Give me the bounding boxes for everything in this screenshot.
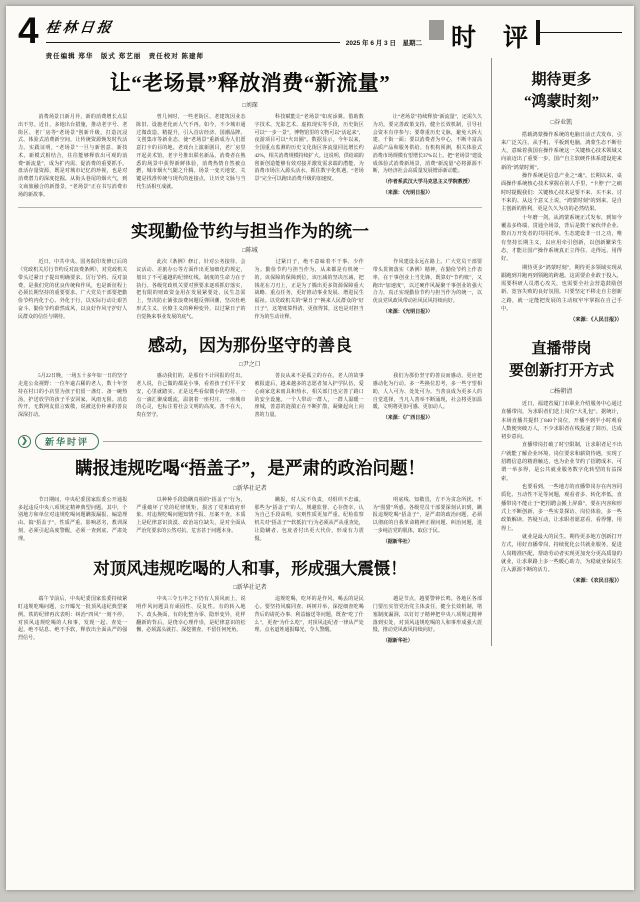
paragraph: 也要看到，一些地方的直播带岗存在内容同质化、互动性不足等问题，观看者多、转化率低。直播带岗不能止于“把招聘会搬上屏幕”，要在内容和形式上不断创新，多一些实景探访、岗位体验，多一些政策解读、答疑互动，让求职者愿意看、看得懂、用得上。 [501, 484, 622, 532]
headline-line: 期待更多 [531, 72, 592, 88]
column-text: 以种种手段隐瞒真相的“捂盖子”行为，严重破坏了党的纪律规矩，损害了党和政府形象。对违规吃喝问题知情不报、压案不查，本质上是纪律意识淡漠、政治站位缺失，是对全面从严治党要求的公然对抗，危害甚于问题本身。 [136, 497, 246, 534]
article-old-scenes [18, 67, 482, 199]
column-text: 过紧日子，绝不意味着不干事、少作为。勤俭节约与担当作为，从来都是有机统一的。该保障的保障到位，该压减的坚决压减，把钱花在刀刃上，正是为了腾出更多资源保障重大战略、重点任务，更好推动事业发展、增进民生福祉。以党政机关的“紧日子”换来人民群众的“好日子”，这笔账算得清、更值得算，这也是对担当作为的生动诠释。 [254, 260, 364, 320]
page-content [18, 58, 622, 646]
column-text: 作风建设永远在路上。广大党员干部要带头贯彻落实《条例》精神，在勤俭节约上作表率，在干事创业上当先锋，既算好“节约账”，又跑出“加速度”，以过硬作风凝聚干事创业的强大合力，真正实现勤俭节约与担当作为的统一，以优良党风政风带动社风民风持续向好。 [372, 260, 482, 304]
article-c-byline: □尹之口 [239, 362, 261, 369]
article-column [373, 259, 482, 321]
article-column [18, 373, 127, 423]
article-d-headline: 瞒报违规吃喝“捂盖子”，是严肃的政治问题！ [75, 457, 425, 478]
column-text: 违规吃喝，吃坏的是作风，喝丢的是民心。要坚持风腐同查、纠树并举，深挖细查吃喝背后的请托办事、利益输送等问题，既查“吃了什么”，更查“为什么吃”，对顶风违纪者一律从严处理、点名道姓通报曝光，令人警醒。 [254, 597, 364, 634]
section-divider [18, 207, 482, 208]
article-column [373, 497, 482, 547]
article-e-body [18, 596, 482, 646]
article-c-source: （来源：《广西日报》） [382, 416, 433, 421]
article-a-body [18, 114, 482, 199]
header-block-icon [429, 20, 444, 40]
column-text: 善良从来不是孤立的存在。老人的故事被报道后，越来越多的志愿者加入护学队伍，爱心商家送来雨具和热水，相关部门也完善了路口的安全设施。一个人带动一群人，一群人温暖一座城，善意的涟漪正在不断扩散，凝聚起向上向善的力量。 [254, 374, 364, 418]
xinhua-arrow-icon: ❯ [18, 435, 31, 448]
column-text: 5月22日晚，一场五十多年如一日的坚守走进公众视野：一位年逾古稀的老人，数十年坚持在村口的小店里为孩子们留一盏灯、备一碗热汤，护送放学的孩子平安回家，风雨无阻。消息传开，无数网友留言致敬，说被这份朴素的善良深深打动。 [18, 374, 128, 418]
article-column [255, 259, 364, 321]
article-r2-source: （来源：《农民日报》） [570, 578, 622, 585]
article-c-headline: 感动，因为那份坚守的善良 [148, 336, 352, 356]
article-column [136, 373, 245, 423]
article-column [255, 114, 364, 199]
badge-divider-line [103, 441, 482, 442]
article-column [18, 596, 127, 646]
article-a-byline: □刘琛 [242, 103, 258, 109]
issue-date: 2025 年 6 月 3 日 星期二 [345, 40, 422, 47]
article-column [136, 259, 245, 321]
article-d-byline: □新华社记者 [233, 485, 267, 492]
masthead-block [46, 14, 422, 60]
masthead-rule-row [46, 38, 422, 47]
column-text: 消费场景日新月异，新的消费增长点层出不穷。近日，多地出台措施，推动老字号、老街区、老厂房等“老场景”创新升级，打造沉浸式、体验式消费新空间，让传统资源焕发时代活力。实践证明，“老场景”一旦与新创意、新技术、新模式相结合，往往能够释放出可观的消费“新流量”，成为扩内需、促消费的重要抓手。盘活存量资源，既是对城市记忆的珍视，也是对消费潜力的深度挖掘。从街头巷尾的烟火气，到文商旅融合的新图景，“老场景”正在书写消费市场的新故事。 [18, 115, 128, 198]
column-text: 越是节点，越要警钟长鸣。各地区各部门要压实管党治党主体责任，健全长效机制，堵塞制度漏洞，以钉钉子精神把中央八项规定精神落到实处，对顶风违规吃喝的人和事形成强大震慑，推动党风政风持续向好。 [372, 597, 482, 634]
paragraph: 搭载鸿蒙操作系统的电脑日前正式发布，引来广泛关注。从手机、平板到电脑，鸿蒙生态不断壮大，意味着我国在操作系统这一关键核心技术领域又向前迈出了重要一步，国产自主软硬件体系建设迎来新的“鸿蒙时刻”。 [501, 131, 622, 171]
article-column [255, 373, 364, 423]
article-coverup [18, 455, 482, 547]
masthead-rule [46, 42, 340, 43]
column-text: 节日期间，中央纪委国家监委公开通报多起违反中央八项规定精神典型问题。其中，个别地方和单位对违规吃喝问题瞒报漏报、编造理由、搞“捂盖子”，性质严重、影响恶劣，教训深刻，必须引起高度警醒，必须一查到底、严肃处理。 [18, 497, 128, 542]
article-b-headline: 实现勤俭节约与担当作为的统一 [131, 222, 369, 242]
article-a-headline: 让“老场景”释放消费“新流量” [109, 71, 391, 95]
article-column [18, 259, 127, 321]
main-column-area [18, 58, 491, 646]
title-tail-ornament [536, 14, 622, 54]
article-column [136, 497, 245, 547]
article-kindness [18, 331, 482, 423]
article-e-headline: 对顶风违规吃喝的人和事，形成强大震慑！ [93, 559, 407, 579]
article-column [255, 497, 364, 547]
article-r1-headline [501, 70, 622, 114]
paragraph: 操作系统是信息产业之“魂”。长期以来，桌面操作系统核心技术掌握在别人手里，“卡脖子”之痛时时提醒我们：关键核心技术是要不来、买不来、讨不来的。从这个意义上说，“鸿蒙时刻”的到来，是自主创新的胜利，更是久久为功的必然结果。 [501, 173, 622, 213]
page-number: 4 [18, 10, 39, 51]
article-harmonyos [501, 70, 622, 323]
column-text: 让“老场景”持续释放“新流量”，还需久久为功。要完善政策支持，健全长效机制，引导社会资本有序参与；要尊重历史文脉，避免大拆大建、千街一面；要以消费者为中心，不断丰富高品质产品和服务供给。有机构预测，相关体验式消费市场规模有望增长37%以上。把“老场景”建设成体验式消费新场景，消费“新流量”必将源源不断，为经济社会高质量发展增添新动能。 [372, 115, 482, 175]
right-column [491, 58, 622, 646]
column-text: 曾几何时，一些老街区、老建筑因业态陈旧、设施老化而人气不再。如今，不少城市通过微改造、精提升，引入首店经济、国潮品牌、文创集市等新业态，使“老场景”重新成为人们愿意打卡的目的地。老戏台上演新剧目，老厂房里开起美术馆，老字号推出联名新品，消费者在熟悉的场景中获得新鲜体验，消费热情自然被点燃，城市烟火气随之升腾。场景一变天地宽，关键是找准传统与现代的连接点，让历史文脉与当代生活相互成就。 [136, 115, 246, 190]
article-column [136, 114, 245, 199]
column-text: 瞒报，对人民不负责，对组织不忠诚。那些为“捂盖子”的人，规避监督、心存侥幸，认为自己手段高明，实则性质更加严重。纪检监察机关对“捂盖子”“软抵抗”行为必须从严从重查处，让隐瞒者、包庇者付出更大代价，形成有力震慑。 [254, 497, 364, 542]
article-c-body [18, 373, 482, 423]
author-note: （作者系武汉大学马克思主义学院教授） [382, 180, 473, 185]
article-r2-body [501, 400, 622, 575]
headline-line: 要创新打开方式 [508, 363, 614, 380]
column-text: 感动我们的，是那份不计回报的付出。老人说，自己做的都是小事，看着孩子们平平安安，心里就踏实。正是这些看似微小的坚持，一点一滴汇聚成暖流，温润着一座村庄、一座城市的心灵，也标注着社会文明的高度。善不在大，贵在坚守。 [136, 374, 246, 418]
article-d-source: （据新华社） [382, 539, 413, 545]
article-r1-body [501, 131, 622, 314]
tail-line [540, 32, 622, 33]
article-r1-byline: □谷业凯 [550, 119, 573, 126]
newspaper-page [6, 6, 634, 890]
article-r2-byline: □杨朝清 [550, 388, 573, 395]
article-column [136, 596, 245, 646]
section-title: 时 评 [450, 25, 529, 52]
article-b-byline: □陈城 [242, 248, 258, 255]
paragraph: 就业是最大的民生。期待更多地方创新打开方式，用好直播带岗，持续优化公共就业服务，促进人岗精准匹配，帮助劳动者实现更加充分更高质量的就业，让求职路上多一些暖心助力，为稳就业保民生注入源源不断的活力。 [501, 533, 622, 574]
article-column [373, 373, 482, 423]
paragraph: 直播带岗打破了时空限制，让求职者足不出户就能了解企业环境、岗位要求和薪资待遇，实现了招聘信息的精准触达，也为企业节约了招聘成本，可谓一举多得，是公共就业服务数字化转型的有益探索。 [501, 442, 622, 482]
article-d-body [18, 497, 482, 547]
column-text: 端午节前后，中央纪委国家监委持续紧盯违规吃喝问题，公开曝光一批顶风违纪典型案例。铁的纪律再次表明：纠治“四风”一刻不停，对顶风违规吃喝的人和事，发现一起、查处一起，绝不姑息、绝不手软，释放出全面从严的强烈信号。 [18, 597, 128, 641]
article-b-source: （来源：《光明日报》） [382, 309, 433, 315]
article-b-body [18, 259, 482, 321]
paragraph: 期待更多“鸿蒙时刻”，期待更多领域实现从跟跑到并跑再到领跑的跨越。这需要企业敢于投入，需要科研人员潜心攻关，也需要全社会营造鼓励创新、宽容失败的良好氛围。只要坚定不移走自主创新之路，就一定能把发展的主动权牢牢掌握在自己手中。 [501, 264, 622, 313]
article-thrift-duty [18, 217, 482, 321]
column-text: 此次《条例》修订，针对公务接待、会议活动、差旅办公等方面作出更加细化的规定，划出了不可逾越的纪律红线。制度的生命力在于执行。各级党政机关要对照要求逐项抓好落实，把有限的财政资金用在发展紧要处、民生急需上，坚决防止铺张浪费问题反弹回潮，坚决杜绝形式主义、官僚主义的种种变异，以过紧日子的自觉换来事业发展的底气。 [136, 260, 246, 320]
article-e-byline: □新华社记者 [233, 585, 267, 592]
paragraph: 十年磨一剑。从鸿蒙系统正式发布，到如今覆盖多终端、贯通全场景，背后是数千家伙伴企业、数百万开发者的共同托举。生态建设非一日之功，唯有坚持长期主义，以应用牵引创新，以创新繁荣生态，才能让国产操作系统真正立得住、走得远、用得好。 [501, 214, 622, 263]
xinhua-section-header [18, 433, 482, 450]
xinhua-badge-label: 新华时评 [35, 433, 99, 450]
article-column [18, 114, 127, 199]
article-column [255, 596, 364, 646]
article-a-source: （来源：《光明日报》） [382, 190, 433, 196]
article-column [373, 114, 482, 199]
article-deterrence [18, 555, 482, 646]
masthead-title: 桂林日报 [44, 21, 115, 36]
column-text: 我们为那份坚守的善良而感动，更应把感动化为行动。多一些换位思考，多一些守望相助，人人可为、处处可为。当善良成为更多人的自觉选择，当凡人善举不断涌现，社会将更加温暖，文明将更加可感、更加动人。 [372, 374, 482, 411]
headline-line: “鸿蒙时刻” [523, 93, 599, 110]
article-r1-source: （来源：《人民日报》） [570, 317, 622, 324]
column-text: 科技赋能让“老场景”如虎添翼。借助数字技术、光影艺术、虚拟现实等手段，历史街区可以“一步一景”，博物馆里的文物可以“活起来”，夜游项目可以“火出圈”。数据显示，今年以来，全国重点监测的历史文化街区客流量同比增长约42%，相关消费规模持续扩大。这说明，供给端的创新创造能够有效对接并激发需求端的潜能，为消费市场注入源头活水。抓住数字化机遇，“老场景”完全可以跑出消费升级的加速度。 [254, 115, 364, 182]
editors-line: 责任编辑 郑华 版式 郑艺丽 责任校对 陈建师 [45, 53, 204, 60]
article-r2-headline [501, 339, 622, 383]
article-column [18, 497, 127, 547]
page-header [18, 10, 622, 60]
column-text: 近日，中共中央、国务院印发修订后的《党政机关厉行节约反对浪费条例》，对党政机关带头过紧日子提出明确要求。厉行节约、反对浪费，是我们党的优良传统和作风，也是新征程上必须长期坚持的重要要求。广大党员干部要把勤俭节约内化于心、外化于行，以实际行动让艰苦奋斗、勤俭节约蔚然成风，以良好作风守护好人民群众的信任与期待。 [18, 260, 128, 320]
column-text: 明底线、知敬畏，方不为贪念所扰、不为“围猎”所惑。各级党员干部要深刻认识到，瞒报违规吃喝“捂盖子”，是严肃的政治问题，必须以彻底的自我革命精神正视问题、纠治问题，进一步纯洁党的肌体，取信于民。 [372, 497, 482, 534]
paragraph: 近日，福建省厦门市职业介绍服务中心通过直播带岗，为求职者们送上岗位“大礼包”。据统计，本场直播共提供了840个岗位，开播不到半小时观看人数便突破万人，不少求职者在线投递了简历，达成初步意向。 [501, 400, 622, 441]
article-column [373, 596, 482, 646]
article-livestream-jobs [501, 339, 622, 584]
headline-line: 直播带岗 [531, 341, 592, 358]
column-text: 中央三令五申之下仍有人顶风而上，说明作风问题具有顽固性、反复性。有的转入地下、改头换面，有的化整为零、隐形变异，花样翻新的背后，是侥幸心理作祟，是纪律意识的松懈，必须露头就打、深挖彻查，不留任何死角。 [136, 597, 246, 634]
article-e-source: （据新华社） [382, 639, 413, 644]
